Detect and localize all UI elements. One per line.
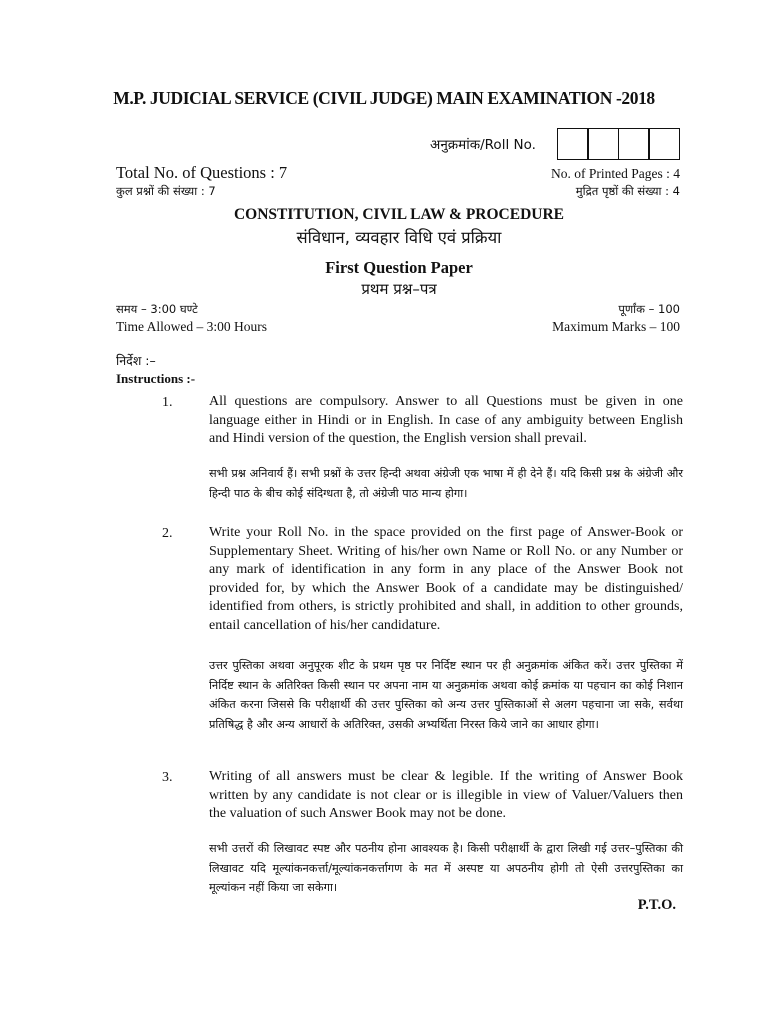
instruction-text-en: All questions are compulsory. Answer to all Questions must be given in one language either in Hindi or in English. In case of any ambiguity between English and Hindi version of the question, the English version shall prevail. xyxy=(209,394,683,446)
paper-title-hi: प्रथम प्रश्न–पत्र xyxy=(361,280,437,298)
roll-number-label: अनुक्रमांक/Roll No. xyxy=(430,137,536,153)
paper-title-en: First Question Paper xyxy=(325,258,473,277)
instruction-text-hi: सभी उत्तरों की लिखावट स्पष्ट और पठनीय होना आवश्यक है। किसी परीक्षार्थी के द्वारा लिखी गई उत्तर–पुस्तिका की लिखावट यदि मूल्यांकनकर्त्ता/मूल्यांकनकर्त्तागण के मत में अस्पष्ट या अपठनीय होगी तो ऐसी उत्तरपुस्तिका का मूल्यांकन नहीं किया जा सकेगा। xyxy=(209,842,683,894)
instruction-number: 3. xyxy=(162,770,173,785)
roll-number-box[interactable] xyxy=(587,128,619,160)
instruction-text-en: Write your Roll No. in the space provided on the first page of Answer-Book or Supplementary Sheet. Writing of his/her own Name or Roll No. or any Number or any mark of identification in any form in any place of the Answer Book not provided for, by which the Answer Book of a candidate may be distinguished/ identified from others, is strictly prohibited and shall, in addition to other grounds, entail cancellation of his/her candidature. xyxy=(209,525,683,633)
please-turn-over: P.T.O. xyxy=(637,897,676,913)
roll-number-box[interactable] xyxy=(618,128,650,160)
time-allowed-en: Time Allowed – 3:00 Hours xyxy=(116,319,268,334)
instructions-heading-en: Instructions :- xyxy=(116,371,196,386)
instruction-text-en: Writing of all answers must be clear & legible. If the writing of Answer Book written by any candidate is not clear or is illegible in view of Valuer/Valuers then the valuation of such Answer Book may not be done. xyxy=(209,769,683,821)
maximum-marks-hi: पूर्णांक – 100 xyxy=(618,302,680,316)
subject-title-hi: संविधान, व्यवहार विधि एवं प्रक्रिया xyxy=(296,228,502,247)
instructions-heading-hi: निर्देश :– xyxy=(116,353,156,368)
instruction-text-hi: उत्तर पुस्तिका अथवा अनुपूरक शीट के प्रथम पृष्ठ पर निर्दिष्ट स्थान पर ही अनुक्रमांक अंकित करें। उत्तर पुस्तिका में निर्दिष्ट स्थान के अतिरिक्त किसी स्थान पर अपना नाम या अनुक्रमांक अथवा कोई क्रमांक या पहचान का कोई निशान अंकित करना जिससे कि परीक्षार्थी की उत्तर पुस्तिका को अन्य उत्तर पुस्तिकाओं से अलग पहचाना जा सके, सर्वथा प्रतिषिद्ध है और अन्य आधारों के अतिरिक्त, उसकी अभ्यर्थिता निरस्त किये जाने का आधार होगा। xyxy=(209,659,683,731)
instruction-number: 1. xyxy=(162,395,173,410)
printed-pages-hi: मुद्रित पृष्ठों की संख्या : 4 xyxy=(575,184,680,198)
subject-title-en: CONSTITUTION, CIVIL LAW & PROCEDURE xyxy=(233,206,564,223)
roll-number-box[interactable] xyxy=(648,128,680,160)
instruction-number: 2. xyxy=(162,526,173,541)
total-questions-hi: कुल प्रश्नों की संख्या : 7 xyxy=(116,184,216,198)
instruction-text-hi: सभी प्रश्न अनिवार्य हैं। सभी प्रश्नों के उत्तर हिन्दी अथवा अंग्रेजी एक भाषा में ही देने हैं। यदि किसी प्रश्न के अंग्रेजी और हिन्दी पाठ के बीच कोई संदिग्धता है, तो अंग्रेजी पाठ मान्य होगा। xyxy=(209,467,683,500)
printed-pages-en: No. of Printed Pages : 4 xyxy=(551,166,680,181)
roll-number-boxes[interactable] xyxy=(558,128,680,160)
maximum-marks-en: Maximum Marks – 100 xyxy=(552,319,680,334)
roll-number-box[interactable] xyxy=(557,128,589,160)
exam-title: M.P. JUDICIAL SERVICE (CIVIL JUDGE) MAIN EXAMINATION -2018 xyxy=(113,88,655,108)
total-questions-en: Total No. of Questions : 7 xyxy=(116,163,288,182)
time-allowed-hi: समय – 3:00 घण्टे xyxy=(116,302,198,316)
